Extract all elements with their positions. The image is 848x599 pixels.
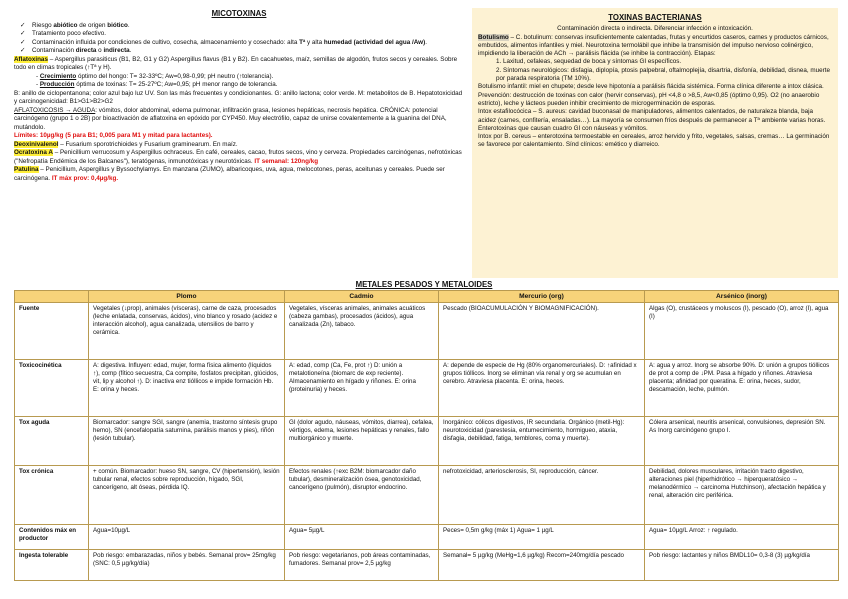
table-cell: Pescado (BIOACUMULACIÓN Y BIOMAGNIFICACIÓN). [439, 303, 645, 360]
bullet-bold: directa [75, 47, 97, 54]
table-cell: Efectos renales (↑exc B2M: biomarcador daño tubular), desmineralización ósea, genotoxicidad, cancerígeno (pulmón), disruptor endocrino. [285, 466, 439, 525]
etapa-2: 2. Síntomas neurológicos: disfagia, diplopía, ptosis palpebral, oftalmoplejía, disartria, disfonía, debilidad, disnea, muerte por parada respiratoria (TM 10%). [496, 66, 830, 83]
patulina-text: – Penicillium, Aspergillus y Byssochylamys. En manzana (ZUMO), albaricoques, uva, agua, melocotones, peras, aceitunas y cereales. Puede ser carcinógena. [14, 166, 445, 182]
row-label: Contenidos máx en productor [15, 525, 89, 550]
bullet-text: y alta [305, 38, 324, 46]
ocratoxina-paragraph [14, 149, 464, 166]
header-mercurio: Mercurio (org) [439, 291, 645, 303]
table-row [15, 303, 839, 360]
aflatoxinas-paragraph [14, 56, 464, 73]
aflatoxicosis-label: AFLATOXICOSIS → AGUDA [14, 106, 96, 114]
table-cell: + común. Biomarcador: hueso SN, sangre, CV (hipertensión), lesión tubular renal, efectos sobre reproducción, hígado, SGI, cancerígeno, alt óseas, pérdida IQ. [89, 466, 285, 525]
bullet-text: Contaminación influida por condiciones de cultivo, cosecha, almacenamiento y cosechado: alta [32, 38, 300, 46]
patulina-limit: IT máx prov: 0,4µg/kg. [51, 174, 119, 182]
table-cell: Debilidad, dolores musculares, irritación tracto digestivo, alteraciones piel (hiperhidrótico → hiperqueratósico → melanodérmico → carcinoma Hutchinson), afectación hepática y renal, alteración circ periférica. [645, 466, 839, 525]
table-cell: GI (dolor agudo, náuseas, vómitos, diarrea), cefalea, vértigos, edema, lesiones hepáticas y renales, fallo multiorgánico y muerte. [285, 417, 439, 466]
table-cell: A: edad, comp (Ca, Fe, prot ↑) D: unión a metalotioneína (biomarc de exp reciente). Almacenamiento en hígado y riñones. E: orina (proteinuria) y heces. [285, 360, 439, 417]
bullet-4 [14, 47, 464, 56]
table-header-row [15, 291, 839, 303]
bullet-bold: biótico [107, 21, 128, 29]
metales-table [14, 290, 839, 581]
bullet-text: Contaminación [32, 47, 76, 54]
deoxinivalenol-text: – Fusarium sporotrichioides y Fusarium graminearum. En maíz. [58, 140, 238, 148]
bullet-text: o [96, 47, 104, 54]
bullet-text: . [425, 38, 427, 46]
produccion-label: Producción [39, 81, 75, 88]
prevencion-text: Prevención: destrucción de toxinas con calor (hervir conservas), pH <4,8 o >8,5, Aw<0,85 (óptimo 0,95). O2 (no anaerobio estricto), leche y lácteos pueden inhibir crecimiento de microgerminación de esporas. [478, 91, 820, 107]
bullet-text: Riesgo [32, 21, 54, 29]
bullet-bold: abiótico [53, 21, 78, 29]
table-cell: Peces= 0,5m g/kg (máx 1) Agua= 1 µg/L [439, 525, 645, 550]
table-cell: Vegetales (↓prop), animales (vísceras), carne de caza, procesados (leche enlatada, conservas, ácidos), vino blanco y rosado (acidez e interacción alcohol), agua canalizada, utensilios de barro y cerámica. [89, 303, 285, 360]
table-cell: Agua= 5µg/L [285, 525, 439, 550]
table-row [15, 360, 839, 417]
etapa-1: 1. Laxitud, cefaleas, sequedad de boca y síntomas GI específicos. [496, 58, 682, 66]
ocratoxina-text: – Penicillium verrucosum y Aspergillus ochraceus. En café, cereales, cacao, frutos secos, vino y cerveza. Propiedades carcinógenas, nefrotóxicas ("Nefropatía Endémica de los Balcanes"), teratógenas, inmunotóxicas y neurotóxicas. [14, 149, 462, 165]
row-label: Tox aguda [15, 417, 89, 466]
check-icon: ✓ [20, 21, 26, 29]
patulina-paragraph [14, 166, 464, 183]
bullet-text: . [127, 21, 130, 29]
crecimiento-text: óptimo del hongo: T= 32-33ºC; Aw=0,98-0,99; pH neutro (↑tolerancia). [76, 72, 274, 80]
etapa-text: Laxitud, cefaleas, sequedad de boca y síntomas GI específicos. [503, 58, 682, 66]
row-label: Ingesta tolerable [15, 550, 89, 581]
table-cell: Semanal= 5 µg/kg (MeHg=1,6 µg/kg) Recom=240mg/día pescado [439, 550, 645, 581]
table-cell: Pob riesgo: lactantes y niños BMDL10= 0,3-8 (3) µg/kg/día [645, 550, 839, 581]
cereus-text: Intox por B. cereus – enterotoxina termoestable en cereales, arroz hervido y frito, vegetales, salsas, cremas… La germinación se favorece por calentamiento. Sínd clínicos: emético y diarreico. [478, 133, 830, 149]
etapa-text: Síntomas neurológicos: disfagia, diplopía, ptosis palpebral, oftalmoplejía, disartria, disfonía, debilidad, disnea, muerte por parada respiratoria (TM 10%). [496, 66, 830, 83]
header-arsenico: Arsénico (inorg) [645, 291, 839, 303]
table-cell: A: depende de especie de Hg (80% organomercuriales). D: ↑afinidad x grupos tióllicos. Inorg se eliminan vía renal y org se acumulan en cerebro. Atraviesa placenta. E: orina, heces. [439, 360, 645, 417]
bacterianas-title: TOXINAS BACTERIANAS [608, 13, 702, 22]
micotoxinas-title: MICOTOXINAS [211, 9, 267, 18]
table-cell: nefrotoxicidad, arteriosclerosis, SI, reproducción, cáncer. [439, 466, 645, 525]
row-label: Tox crónica [15, 466, 89, 525]
table-cell: Pob riesgo: vegetarianos, pob áreas contaminadas, fumadores. Semanal prov= 2,5 µg/kg [285, 550, 439, 581]
check-icon: ✓ [20, 30, 26, 37]
micotoxinas-section [14, 10, 464, 183]
table-cell: Inorgánico: cólicos digestivos, IR secundaria. Orgánico (metil-Hg): neurotoxicidad (parestesia, entumecimiento, hormigueo, ataxia, disfagia, debilidad, fatiga, temblores, coma y muerte). [439, 417, 645, 466]
bullet-1 [14, 22, 464, 31]
produccion-text: óptima de toxinas: T= 25-27ºC; Aw=0,95; pH menor rango de tolerancia. [74, 81, 278, 88]
table-cell: Pob riesgo: embarazadas, niños y bebés. Semanal prov= 25mg/kg (SNC: 0,5 µg/kg/día) [89, 550, 285, 581]
header-plomo: Plomo [89, 291, 285, 303]
bullet-bold: Tª [299, 38, 306, 46]
toxinas-bacterianas-section [472, 8, 838, 278]
botulismo-infantil-text: Botulismo infantil: miel en chupete; desde leve hipotonía a parálisis flácida sistémica. Forma clínica diferente a intox clásica. [478, 83, 824, 91]
header-cadmio: Cadmio [285, 291, 439, 303]
ocratoxina-label: Ocratoxina A [14, 149, 53, 156]
table-cell: Agua=10µg/L [89, 525, 285, 550]
table-cell: Algas (O), crustáceos y moluscos (I), pescado (O), arroz (I), agua (I) [645, 303, 839, 360]
bullet-text: Tratamiento poco efectivo. [32, 30, 106, 37]
fluorescencia-text: B: anillo de ciclopentanona; color azul bajo luz UV. Son las más frecuentes y condicionantes. G: anillo lactona; color verde. M: metabolitos de B. Hepatotoxicidad y carcinogenicidad: B1>G1>B2>G2 [14, 89, 463, 105]
row-label: Toxicocinética [15, 360, 89, 417]
botulismo-paragraph [478, 34, 832, 59]
crecimiento-line: - Crecimiento óptimo del hongo: T= 32-33ºC; Aw=0,98-0,99; pH neutro (↑tolerancia). [36, 72, 274, 80]
estafilococica-text: Intox estafilocócica – S. aureus: cavidad buconasal de manipuladores, alimentos calentados, de naturaleza blanda, baja acidez (carnes, confitería, ensaladas…). La mayoría se consumen fríos después de permanecer a Tª ambiente varias horas. Enterotoxinas que causan cuadro GI con náuseas y vómitos. [478, 108, 826, 132]
bullet-bold: humedad (actividad del agua /Aw) [323, 38, 426, 46]
table-cell: A: digestiva. Influyen: edad, mujer, forma física alimento (líquidos ↑), comp (fítico secuestra, Ca compite, fosfatos precipitan, glúcidos, vit, lip y alcohol ↑). D: inactiva enz tióllicos e impide formación Hb. E: orina y heces. [89, 360, 285, 417]
header-cell [15, 291, 89, 303]
table-row [15, 525, 839, 550]
bullet-text: . [129, 47, 132, 54]
metales-title: METALES PESADOS Y METALOIDES [355, 280, 493, 289]
table-row [15, 417, 839, 466]
aflatoxinas-label: Aflatoxinas [14, 55, 48, 63]
patulina-label: Patulina [14, 166, 39, 173]
table-cell: Vegetales, vísceras animales, animales acuáticos (cabeza gambas), procesados (ácidos), agua canalizada (Zn), tabaco. [285, 303, 439, 360]
bullet-bold: indirecta [103, 47, 130, 54]
botulismo-label: Botulismo [478, 33, 509, 41]
botulismo-text: – C. botulinum: conservas insuficientemente calentadas, frutas y encurtidos caseros, carnes y productos cárnicos, embutidos, alimentos infantiles y miel. Neurotoxina termolábil que inhibe la transmisión del impulso nervioso colinérgico, impidiendo la liberación de ACh → parálisis flácida (se inhibe la contracción). Etapas: [478, 33, 829, 58]
row-label: Fuente [15, 303, 89, 360]
table-cell: Biomarcador: sangre SGI, sangre (anemia, trastorno síntesis grupo hemo), SN (encefalopatía saturnina, parálisis manos y pies), riñón (lesión tubular). [89, 417, 285, 466]
bullet-text: de origen [77, 21, 108, 29]
bullet-2 [14, 30, 464, 39]
bullet-3 [14, 39, 464, 48]
table-row [15, 550, 839, 581]
deoxinivalenol-label: Deoxinivalenol [14, 140, 59, 148]
check-icon: ✓ [20, 47, 26, 54]
table-cell: Agua= 10µg/L Arroz: ↑ regulado. [645, 525, 839, 550]
deoxinivalenol-paragraph [14, 141, 464, 150]
table-cell: Cólera arsenical, neuritis arsenical, convulsiones, depresión SN. As Inorg carcinógeno grupo I. [645, 417, 839, 466]
ocratoxina-limit: IT semanal: 120ng/kg [254, 157, 319, 165]
crecimiento-label: Crecimiento [39, 72, 77, 80]
table-row [15, 466, 839, 525]
check-icon: ✓ [20, 38, 26, 46]
aflatoxicosis-paragraph [14, 107, 464, 133]
aflatoxinas-text: – Aspergillus parasiticus (B1, B2, G1 y G2) Aspergillus flavus (B1 y B2). En cacahuetes, maíz, semillas de algodón, frutos secos y cereales. Sobre todo en climas tropicales (↑Tª y H). [14, 55, 458, 71]
limites-text: Límites: 10µg/kg (5 para B1; 0,005 para M1 y mitad para lactantes). [14, 132, 213, 139]
aflatoxicosis-text: : vómitos, dolor abdominal, edema pulmonar, infiltración grasa, lesiones hepáticas, necrosis hepática. CRÓNICA: potencial carcinógeno (grupo 1 o 2B) por bioactivación de aflatoxina en epóxido por CYP450. Muy electrófilo, capaz de unirse covalentemente a la guanina del DNA, mutándolo. [14, 106, 447, 131]
table-cell: A: agua y arroz. Inorg se absorbe 90%. D: unión a grupos tióllicos de prot a comp de ↓PM. Pasa a hígado y riñones. Atraviesa placenta; afinidad por queratina. E: orina, heces, sudor, descamación, leche, pulmón. [645, 360, 839, 417]
bacterianas-intro: Contaminación directa o indirecta. Diferenciar infección e intoxicación. [557, 25, 753, 33]
produccion-line: - Producción óptima de toxinas: T= 25-27ºC; Aw=0,95; pH menor rango de tolerancia. [36, 81, 278, 88]
